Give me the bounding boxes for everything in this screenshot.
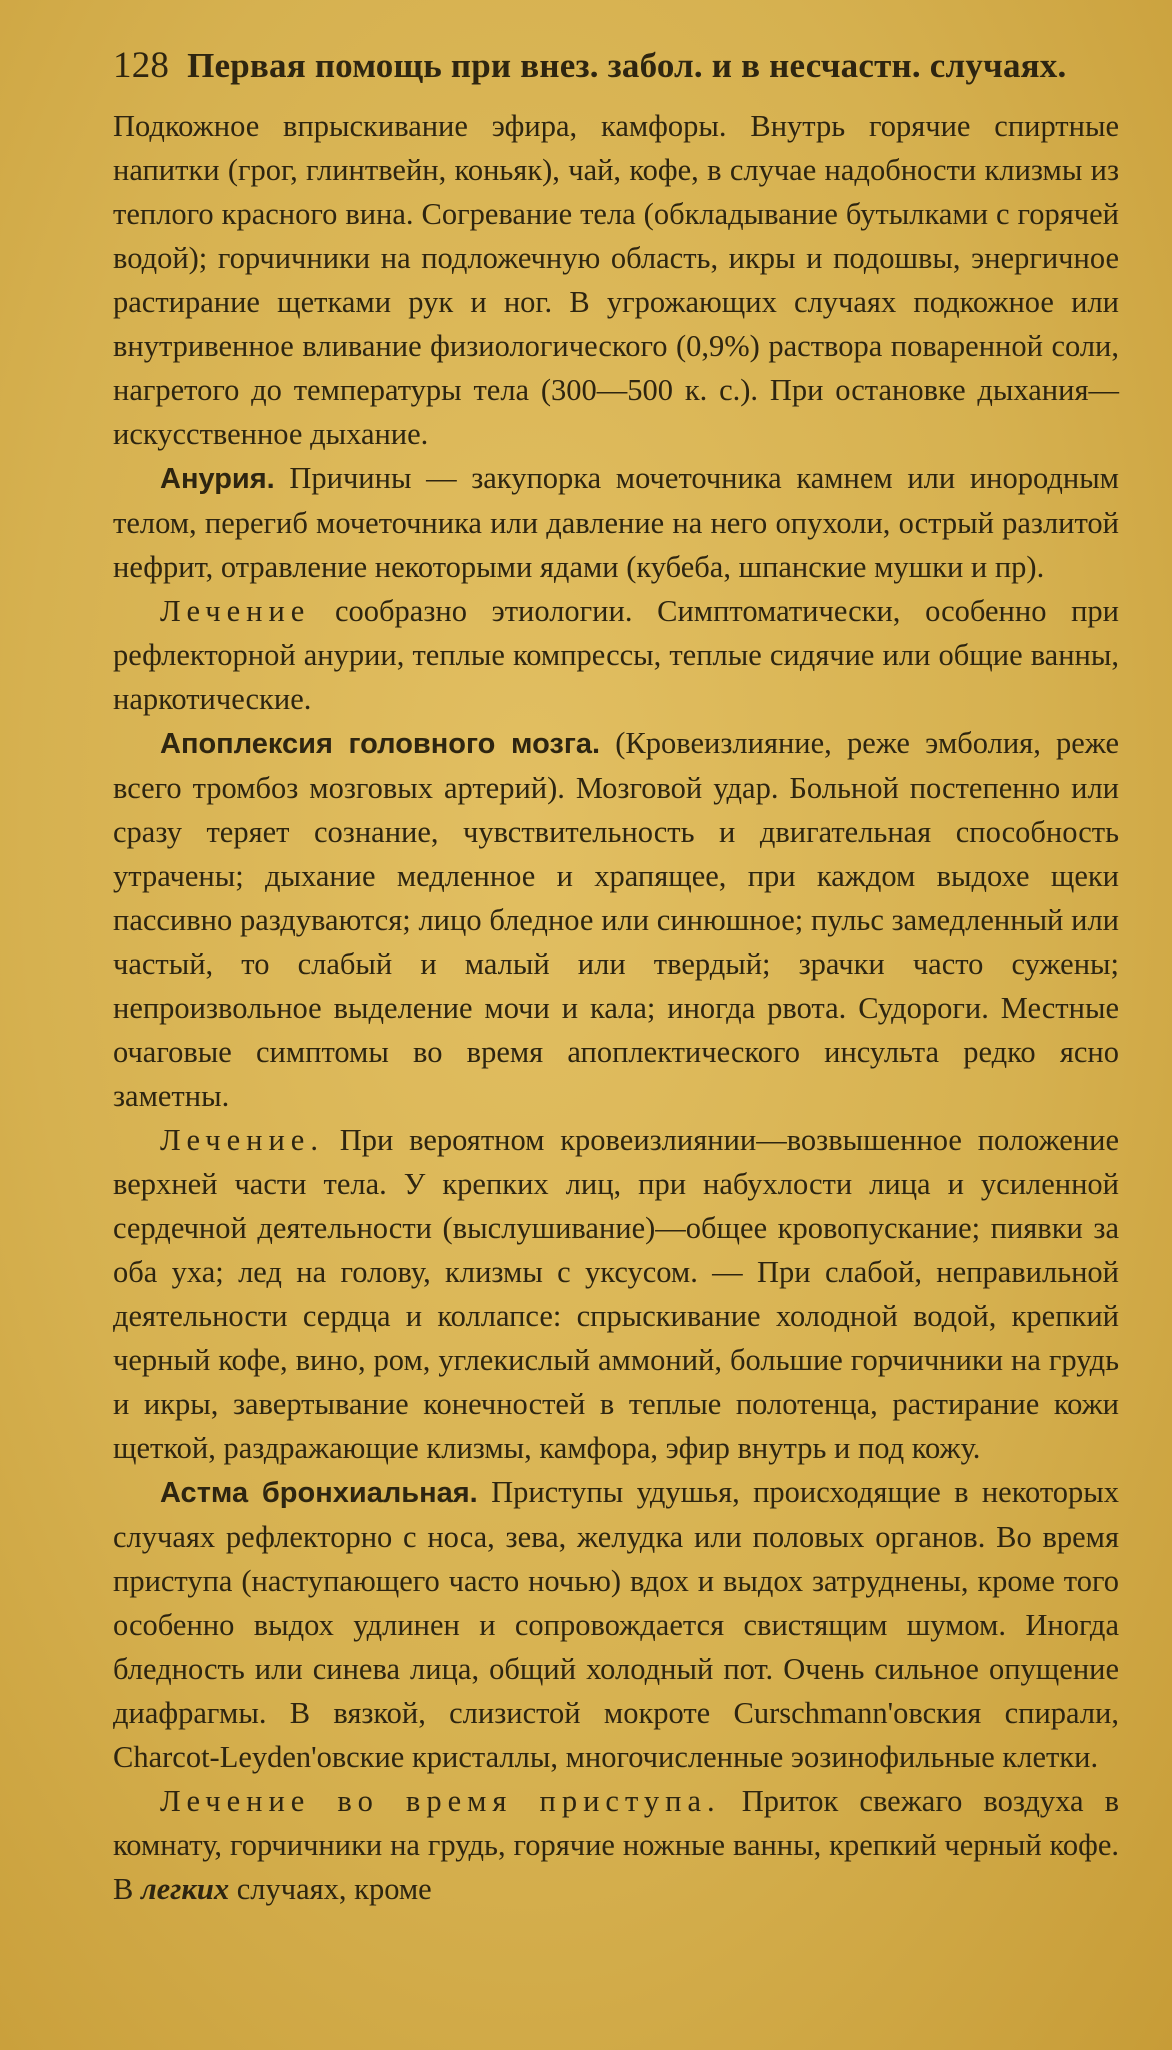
- entry-term-anuria: Анурия.: [160, 463, 275, 495]
- paragraph-apoplexy-treatment: [113, 1118, 1119, 1470]
- emphasized-word: легких: [140, 1872, 230, 1906]
- paragraph-anuria-treatment: [113, 589, 1119, 721]
- paragraph-anuria: [113, 456, 1119, 589]
- running-title: Первая помощь при внез. забол. и в несчастн. случаях.: [187, 46, 1067, 85]
- entry-term-asthma: Астма бронхиальная.: [160, 1477, 478, 1509]
- page-body: [113, 104, 1119, 1911]
- paragraph-text: Подкожное впрыскивание эфира, камфоры. Внутрь горячие спиртные напитки (грог, глинтвейн, коньяк), чай, кофе, в случае надобности клизмы из теплого красного вина. Согревание тела (обкладывание бутылками с горячей водой); горчичники на подложечную область, икры и подошвы, энергичное растирание щетками рук и ног. В угрожающих случаях подкожное или внутривенное вливание физиологического (0,9%) раствора поваренной соли, нагретого до температуры тела (300—500 к. с.). При остановке дыхания—искусственное дыхание.: [113, 109, 1119, 451]
- paragraph-text: сообразно этиологии. Симптоматически, особенно при рефлекторной анурии, теплые компрессы, теплые сидячие или общие ванны, наркотические.: [113, 594, 1119, 716]
- treatment-lead: Лечение.: [160, 1123, 324, 1157]
- paragraph-asthma-treatment: [113, 1779, 1119, 1911]
- paragraph-text-tail: случаях, кроме: [229, 1872, 432, 1906]
- page-number: 128: [113, 45, 170, 86]
- paragraph-text: При вероятном кровеизлиянии—возвышенное положение верхней части тела. У крепких лиц, при набухлости лица и усиленной сердечной деятельности (выслушивание)—общее кровопускание; пиявки за оба уха; лед на голову, клизмы с уксусом. — При слабой, неправильной деятельности сердца и коллапсе: спрыскивание холодной водой, крепкий черный кофе, вино, ром, углекислый аммоний, большие горчичники на грудь и икры, завертывание конечностей в теплые полотенца, растирание кожи щеткой, раздражающие клизмы, камфора, эфир внутрь и под кожу.: [113, 1123, 1119, 1465]
- treatment-lead: Лечение во время приступа.: [160, 1784, 721, 1818]
- running-header: [113, 40, 1112, 92]
- paragraph-text: Приток свежаго воздуха в комнату, горчичники на грудь, горячие ножные ванны, крепкий черный кофе. В: [113, 1784, 1119, 1906]
- paragraph-shock-treatment: [113, 104, 1119, 456]
- paragraph-text: Причины — закупорка мочеточника камнем или инородным телом, перегиб мочеточника или давление на него опухоли, острый разлитой нефрит, отравление некоторыми ядами (кубеба, шпанские мушки и пр).: [113, 461, 1119, 584]
- paragraph-text: (Кровеизлияние, реже эмболия, реже всего тромбоз мозговых артерий). Мозговой удар. Больной постепенно или сразу теряет сознание, чувствительность и двигательная способность утрачены; дыхание медленное и храпящее, при каждом выдохе щеки пассивно раздуваются; лицо бледное или синюшное; пульс замедленный или частый, то слабый и малый или твердый; зрачки часто сужены; непроизвольное выделение мочи и кала; иногда рвота. Судороги. Местные очаговые симптомы во время апоплектического инсульта редко ясно заметны.: [113, 726, 1119, 1113]
- paragraph-apoplexy: [113, 721, 1119, 1118]
- paragraph-asthma: [113, 1470, 1119, 1779]
- paragraph-text: Приступы удушья, происходящие в некоторых случаях рефлекторно с носа, зева, желудка или половых органов. Во время приступа (наступающего часто ночью) вдох и выдох затруднены, кроме того особенно выдох удлинен и сопровождается свистящим шумом. Иногда бледность или синева лица, общий холодный пот. Очень сильное опущение диафрагмы. В вязкой, слизистой мокроте Curschmann'овския спирали, Charcot-Leyden'овские кристаллы, многочисленные эозинофильные клетки.: [113, 1475, 1120, 1774]
- treatment-lead: Лечение: [160, 594, 311, 628]
- entry-term-apoplexy: Апоплексия головного мозга.: [160, 728, 601, 760]
